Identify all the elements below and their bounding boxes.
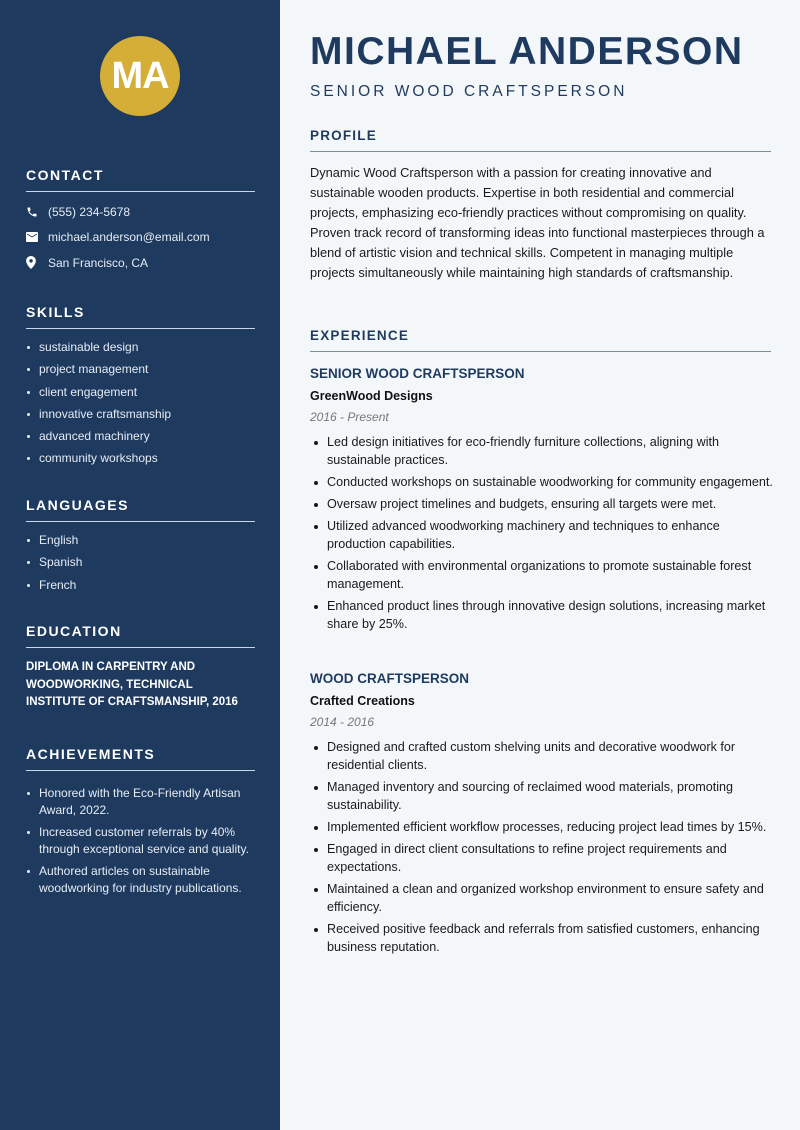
job-bullet: Enhanced product lines through innovative design solutions, increasing market share by 25%. — [310, 597, 775, 633]
location-pin-icon — [26, 256, 48, 269]
contact-heading: CONTACT — [26, 167, 255, 192]
job-company: GreenWood Designs — [310, 389, 433, 403]
skill-item: innovative craftsmanship — [26, 406, 255, 422]
job-dates: 2014 - 2016 — [310, 715, 375, 729]
education-heading: EDUCATION — [26, 623, 255, 648]
skill-item: client engagement — [26, 384, 255, 400]
skills-heading: SKILLS — [26, 304, 255, 329]
job-bullet: Utilized advanced woodworking machinery and techniques to enhance production capabilities. — [310, 517, 775, 553]
job-bullet: Designed and crafted custom shelving units and decorative woodwork for residential clients. — [310, 738, 775, 774]
profile-text: Dynamic Wood Craftsperson with a passion for creating innovative and sustainable wooden products. Expertise in both residential and commercial projects, emphasizing eco-friendly practices without compromising on quality. Proven track record of transforming ideas into functional masterpieces through a blend of artistic vision and technical skills. Competent in managing multiple projects simultaneously while maintaining high standards of craftsmanship. — [310, 165, 765, 280]
job-bullet: Engaged in direct client consultations to refine project requirements and expectations. — [310, 840, 775, 876]
job-entry — [310, 668, 775, 960]
job-title: SENIOR WOOD CRAFTSPERSON — [310, 366, 525, 381]
sidebar — [0, 0, 280, 1130]
achievement-item: Authored articles on sustainable woodworking for industry publications. — [26, 863, 255, 897]
experience-heading: EXPERIENCE — [310, 328, 771, 352]
skill-item: project management — [26, 361, 255, 377]
job-bullet: Implemented efficient workflow processes, reducing project lead times by 15%. — [310, 818, 775, 836]
skills-section — [26, 304, 255, 473]
email-text[interactable]: michael.anderson@email.com — [48, 230, 210, 245]
achievements-list — [26, 785, 255, 897]
achievement-item: Honored with the Eco-Friendly Artisan Award, 2022. — [26, 785, 255, 819]
job-bullet: Conducted workshops on sustainable woodworking for community engagement. — [310, 473, 775, 491]
job-bullet: Collaborated with environmental organizations to promote sustainable forest management. — [310, 557, 775, 593]
achievement-item: Increased customer referrals by 40% through exceptional service and quality. — [26, 824, 255, 858]
skills-list — [26, 339, 255, 466]
job-title: WOOD CRAFTSPERSON — [310, 671, 470, 686]
job-bullets — [310, 433, 775, 633]
candidate-title: SENIOR WOOD CRAFTSPERSON — [310, 83, 628, 100]
languages-section — [26, 497, 255, 599]
profile-heading: PROFILE — [310, 128, 771, 152]
job-bullet: Led design initiatives for eco-friendly furniture collections, aligning with sustainable practices. — [310, 433, 775, 469]
job-bullet: Managed inventory and sourcing of reclaimed wood materials, promoting sustainability. — [310, 778, 775, 814]
education-entry: DIPLOMA IN CARPENTRY AND WOODWORKING, TECHNICAL INSTITUTE OF CRAFTSMANSHIP, 2016 — [26, 661, 238, 708]
contact-email — [26, 225, 255, 251]
job-bullets — [310, 738, 775, 956]
job-entry — [310, 363, 775, 637]
contact-phone — [26, 199, 255, 225]
job-bullet: Maintained a clean and organized workshop environment to ensure safety and efficiency. — [310, 880, 775, 916]
job-dates: 2016 - Present — [310, 410, 389, 424]
languages-heading: LANGUAGES — [26, 497, 255, 522]
achievements-section — [26, 746, 255, 902]
location-text: San Francisco, CA — [48, 255, 149, 270]
skill-item: community workshops — [26, 450, 255, 466]
language-item: English — [26, 532, 255, 548]
contact-location — [26, 250, 255, 276]
avatar: MA — [100, 36, 180, 116]
education-section — [26, 623, 255, 712]
job-bullet: Oversaw project timelines and budgets, ensuring all targets were met. — [310, 495, 775, 513]
contact-section — [26, 167, 255, 276]
language-item: Spanish — [26, 554, 255, 570]
email-icon — [26, 232, 48, 242]
job-bullet: Received positive feedback and referrals from satisfied customers, enhancing business reputation. — [310, 920, 775, 956]
languages-list — [26, 532, 255, 593]
job-company: Crafted Creations — [310, 694, 415, 708]
phone-icon — [26, 206, 48, 218]
language-item: French — [26, 577, 255, 593]
skill-item: sustainable design — [26, 339, 255, 355]
candidate-name: MICHAEL ANDERSON — [310, 30, 744, 73]
skill-item: advanced machinery — [26, 428, 255, 444]
achievements-heading: ACHIEVEMENTS — [26, 746, 255, 771]
phone-text: (555) 234-5678 — [48, 204, 131, 219]
